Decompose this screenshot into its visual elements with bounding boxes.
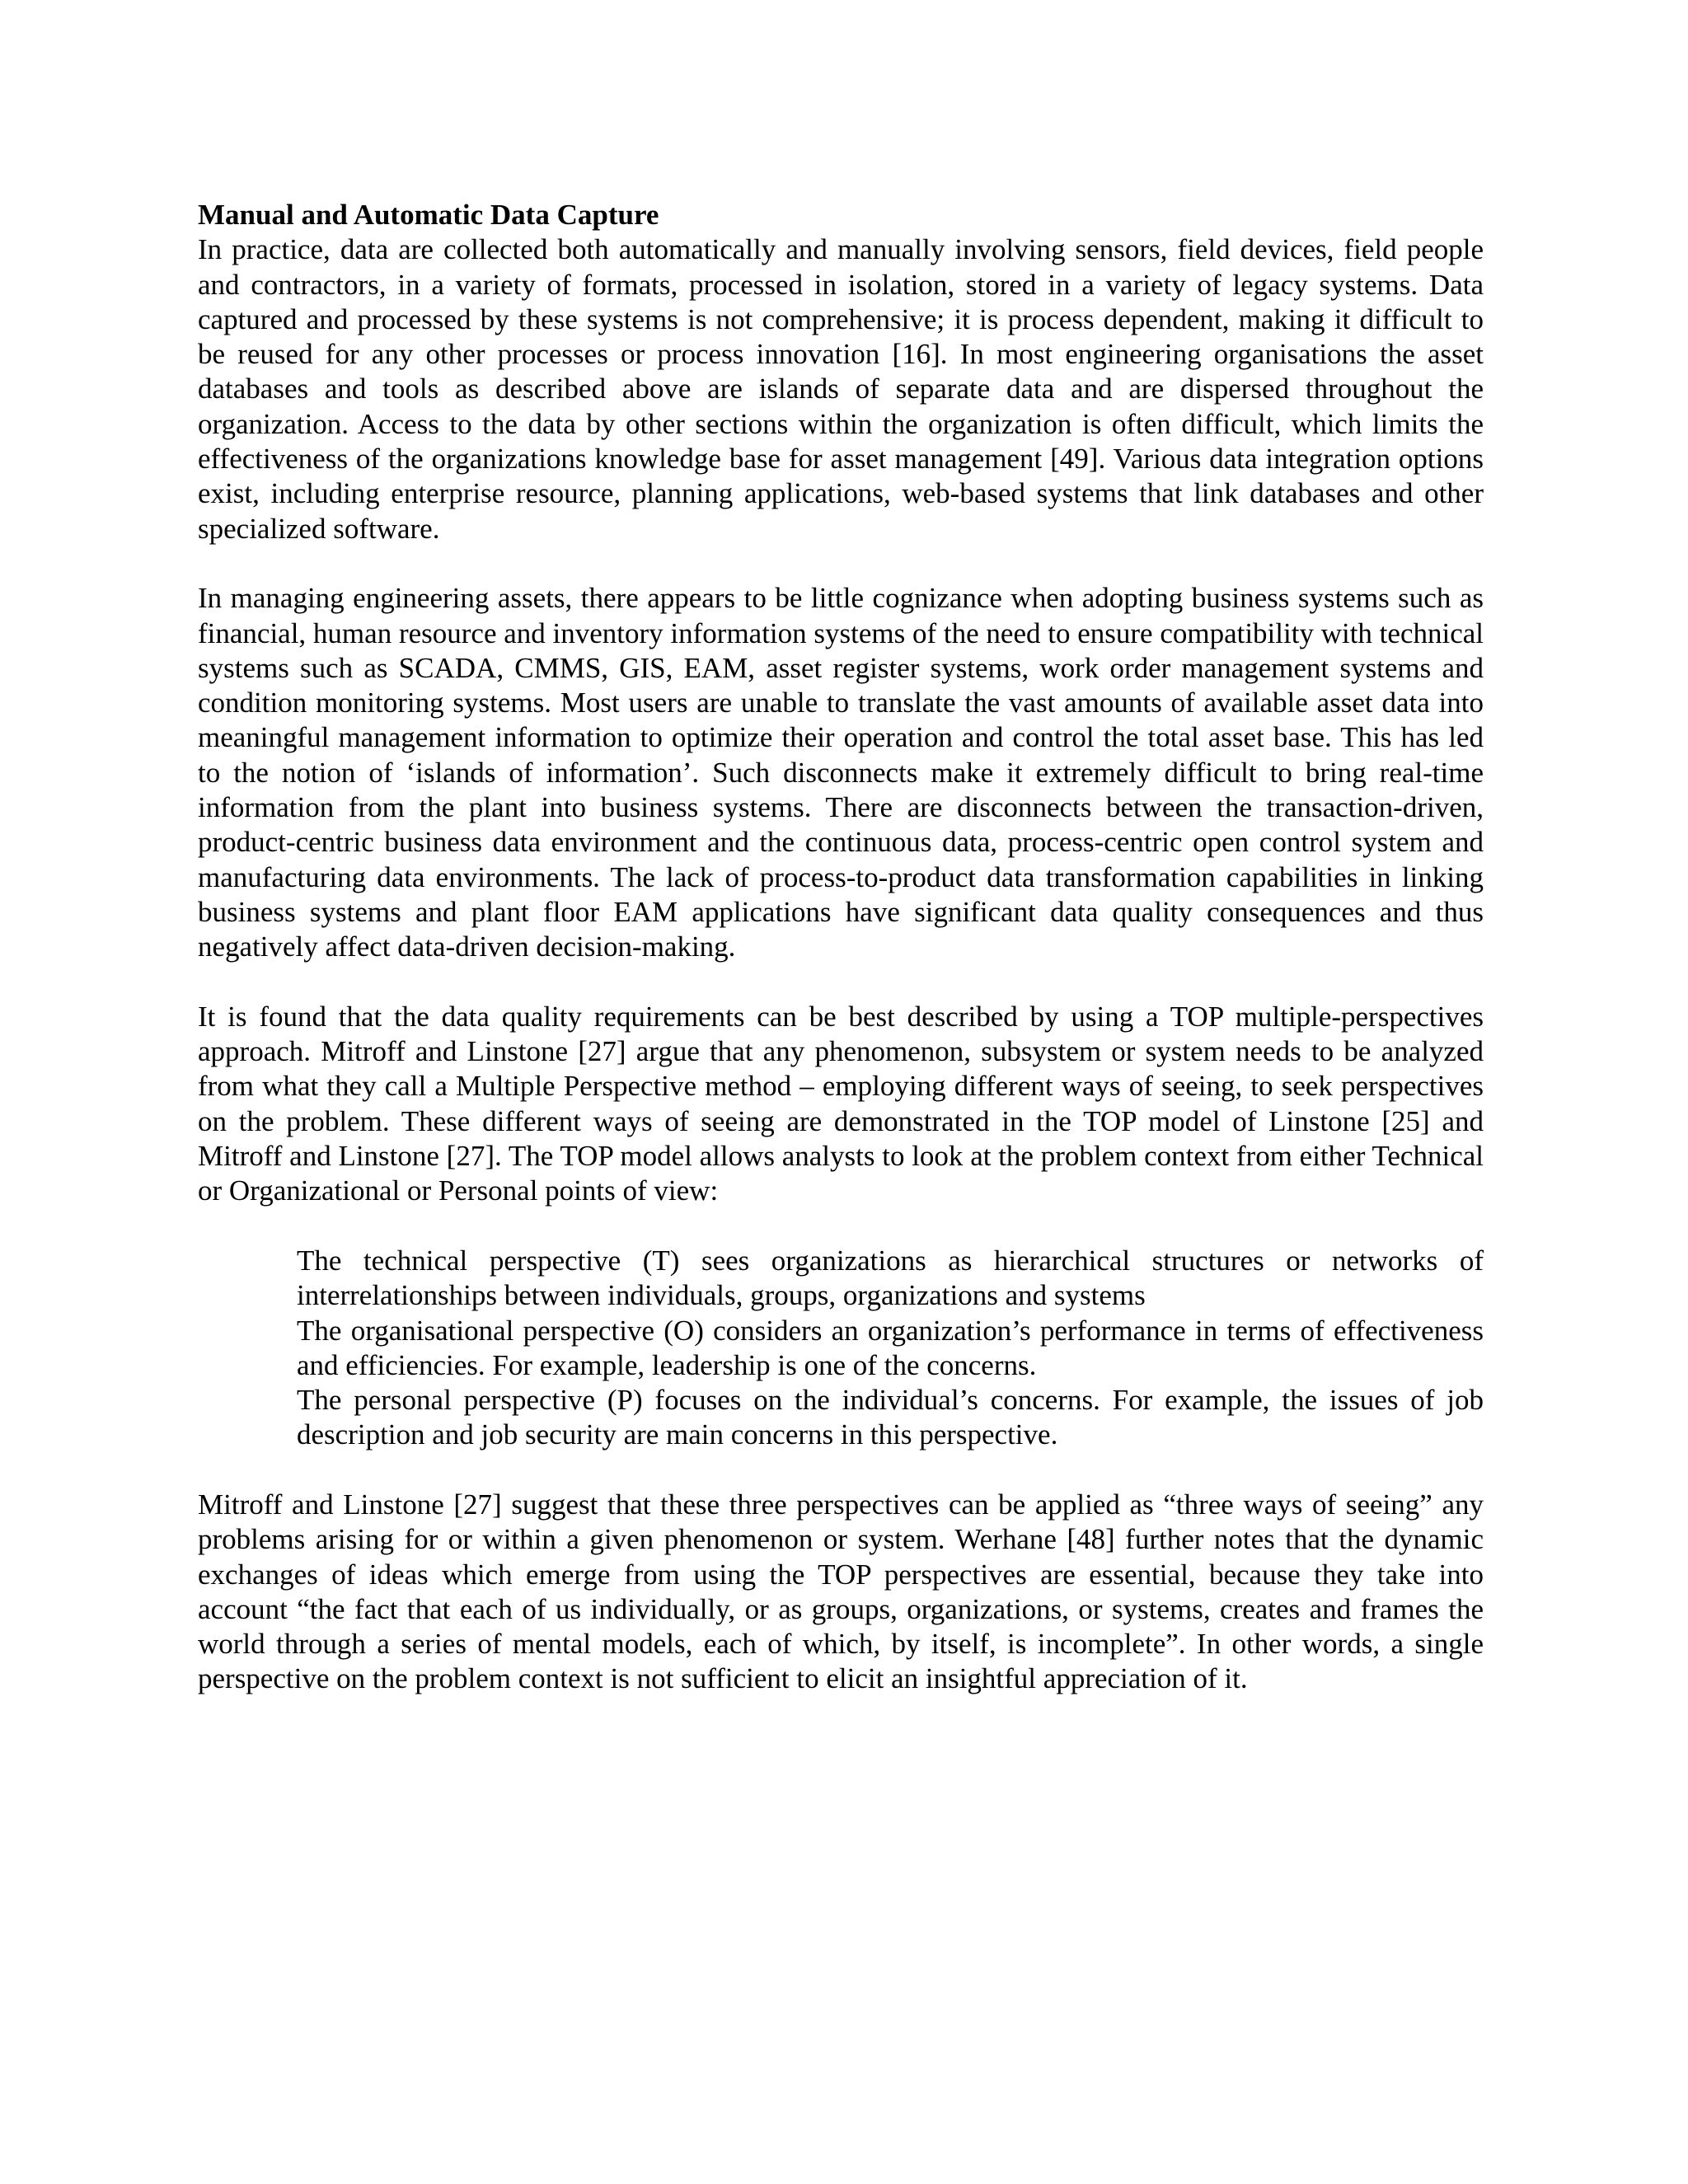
paragraph-gap — [198, 546, 1484, 581]
paragraph-gap — [198, 1453, 1484, 1488]
section-heading: Manual and Automatic Data Capture — [198, 199, 659, 231]
paragraph-top-approach: It is found that the data quality requirements can be best described by using a TOP multiple-perspectives approach. Mitroff and Linstone [27] argue that any phenomenon, subsystem or system needs to be analyzed from what they call a Multiple Perspective method – employing different ways of seeing, to seek perspectives on the problem. These different ways of seeing are demonstrated in the TOP model of Linstone [25] and Mitroff and Linstone [27]. The TOP model allows analysts to look at the problem context from either Technical or Organizational or Personal points of view: — [198, 1000, 1484, 1207]
perspectives-list — [297, 1244, 1484, 1453]
paragraph-three-ways-of-seeing: Mitroff and Linstone [27] suggest that these three perspectives can be applied as “three ways of seeing” any problems arising for or within a given phenomenon or system. Werhane [48] further notes that the dynamic exchanges of ideas which emerge from using the TOP perspectives are essential, because they take into account “the fact that each of us individually, or as groups, organizations, or systems, creates and frames the world through a series of mental models, each of which, by itself, is incomplete”. In other words, a single perspective on the problem context is not sufficient to elicit an insightful appreciation of it. — [198, 1488, 1484, 1695]
paragraph-islands-of-information: In managing engineering assets, there appears to be little cognizance when adopting business systems such as financial, human resource and inventory information systems of the need to ensure compatibility with technical systems such as SCADA, CMMS, GIS, EAM, asset register systems, work order management systems and condition monitoring systems. Most users are unable to translate the vast amounts of available asset data into meaningful management information to optimize their operation and control the total asset base. This has led to the notion of ‘islands of information’. Such disconnects make it extremely difficult to bring real-time information from the plant into business systems. There are disconnects between the transaction-driven, product-centric business data environment and the continuous data, process-centric open control system and manufacturing data environments. The lack of process-to-product data transformation capabilities in linking business systems and plant floor EAM applications have significant data quality consequences and thus negatively affect data-driven decision-making. — [198, 582, 1484, 963]
perspective-technical: The technical perspective (T) sees organizations as hierarchical structures or networks of interrelationships between individuals, groups, organizations and systems — [297, 1244, 1484, 1312]
paragraph-gap — [198, 965, 1484, 1000]
paragraph-gap — [198, 1209, 1484, 1244]
document-page — [198, 198, 1484, 1697]
paragraph-data-capture: In practice, data are collected both automatically and manually involving sensors, field devices, field people and contractors, in a variety of formats, processed in isolation, stored in a variety of legacy systems. Data captured and processed by these systems is not comprehensive; it is process dependent, making it difficult to be reused for any other processes or process innovation [16]. In most engineering organisations the asset databases and tools as described above are islands of separate data and are dispersed throughout the organization. Access to the data by other sections within the organization is often difficult, which limits the effectiveness of the organizations knowledge base for asset management [49]. Various data integration options exist, including enterprise resource, planning applications, web-based systems that link databases and other specialized software. — [198, 233, 1484, 545]
perspective-organisational: The organisational perspective (O) considers an organization’s performance in terms of effectiveness and efficiencies. For example, leadership is one of the concerns. — [297, 1314, 1484, 1381]
perspective-personal: The personal perspective (P) focuses on the individual’s concerns. For example, the issues of job description and job security are main concerns in this perspective. — [297, 1384, 1484, 1451]
